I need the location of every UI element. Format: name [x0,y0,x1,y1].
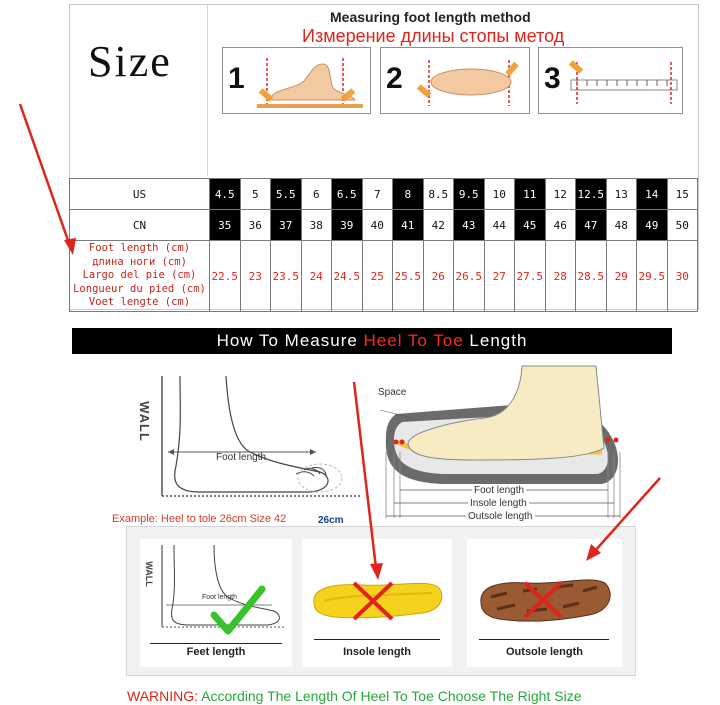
us-cell: 5 [240,179,271,210]
foot-cell: 27 [484,241,515,312]
us-cell: 5.5 [271,179,302,210]
us-cell: 6 [301,179,332,210]
cn-cell: 38 [301,210,332,241]
us-cell: 8 [393,179,424,210]
foot-cell: 22.5 [210,241,241,312]
us-label: US [70,179,210,210]
cn-cell: 45 [515,210,546,241]
foot-cell: 26.5 [454,241,485,312]
cn-cell: 46 [545,210,576,241]
step-number: 2 [386,62,403,95]
warning-text: According The Length Of Heel To Toe Choose The Right Size [201,688,582,704]
outsole-length-label: Outsole length [506,646,583,658]
card-wall-label: WALL [143,561,154,587]
step-number: 3 [544,62,561,95]
cn-cell: 49 [637,210,668,241]
cn-cell: 48 [606,210,637,241]
wall-label: WALL [136,401,152,442]
shoe-outsole-length-label: Outsole length [468,511,533,522]
example-measure: 26cm [318,515,344,526]
cn-cell: 37 [271,210,302,241]
us-cell: 9.5 [454,179,485,210]
card-foot-label: Foot length [202,594,238,601]
us-cell: 14 [637,179,668,210]
foot-label: Voet lengte (cm) [88,296,191,309]
size-title: Size [88,37,172,86]
foot-label: Largo del pie (cm) [82,269,197,282]
foot-cell: 27.5 [515,241,546,312]
us-cell: 15 [667,179,698,210]
arrow-to-outsole [594,478,660,552]
method-title-ru: Измерение длины стопы метод [302,26,565,46]
shoe-foot-length-label: Foot length [474,485,525,496]
foot-cell: 24.5 [332,241,363,312]
cn-cell: 35 [210,210,241,241]
foot-label: Foot length (cm) [88,242,191,255]
space-label: Space [378,387,407,398]
banner-suffix: Length [463,331,528,350]
us-cell: 12 [545,179,576,210]
shoe-insole-length-label: Insole length [470,498,527,509]
cn-cell: 43 [454,210,485,241]
cn-cell: 44 [484,210,515,241]
foot-cell: 30 [667,241,698,312]
wall-foot-length-label: Foot length [216,452,267,463]
cn-cell: 40 [362,210,393,241]
example-text: Example: Heel to tole 26cm Size 42 [112,513,287,525]
foot-cell: 24 [301,241,332,312]
step-number: 1 [228,62,245,95]
foot-cell: 29.5 [637,241,668,312]
us-cell: 8.5 [423,179,454,210]
arrow-to-foot-length [20,104,70,246]
cn-cell: 42 [423,210,454,241]
foot-label: длина ноги (cm) [92,255,187,268]
foot-cell: 25 [362,241,393,312]
us-cell: 4.5 [210,179,241,210]
us-cell: 12.5 [576,179,607,210]
warning-label: WARNING: [127,688,199,704]
foot-cell: 26 [423,241,454,312]
arrowhead [64,238,76,255]
foot-label: Longueur du pied (cm) [73,282,206,295]
us-cell: 7 [362,179,393,210]
cn-cell: 50 [667,210,698,241]
cn-label: CN [70,210,210,241]
insole-length-label: Insole length [343,646,411,658]
cn-cell: 41 [393,210,424,241]
feet-length-label: Feet length [186,646,246,658]
us-cell: 10 [484,179,515,210]
us-cell: 11 [515,179,546,210]
banner-highlight: Heel To Toe [363,331,464,350]
cn-cell: 47 [576,210,607,241]
arrow-to-insole [354,382,376,568]
arrowhead [370,563,383,580]
foot-cell: 28.5 [576,241,607,312]
foot-cell: 25.5 [393,241,424,312]
foot-cell: 29 [606,241,637,312]
cn-cell: 36 [240,210,271,241]
banner-prefix: How To Measure [216,331,364,350]
foot-cell: 23 [240,241,271,312]
foot-cell: 28 [545,241,576,312]
foot-cell: 23.5 [271,241,302,312]
us-cell: 6.5 [332,179,363,210]
method-title-en: Measuring foot length method [330,9,531,25]
us-cell: 13 [606,179,637,210]
cn-cell: 39 [332,210,363,241]
